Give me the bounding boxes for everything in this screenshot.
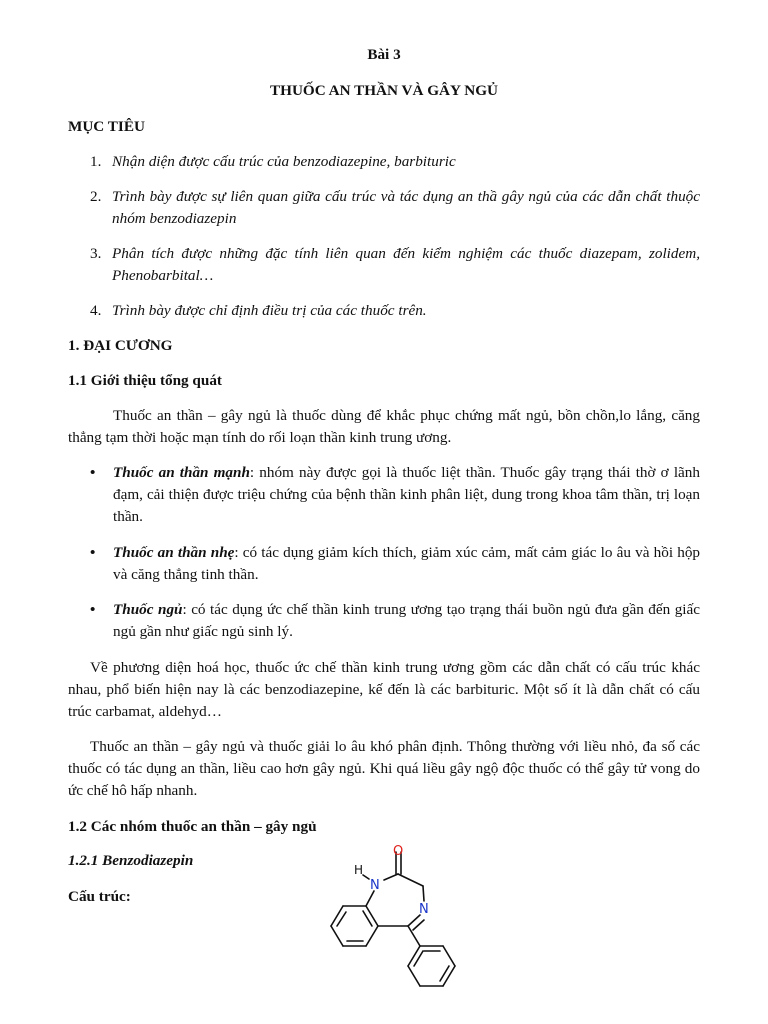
atom-nitrogen-4: N xyxy=(419,902,429,917)
bullet-icon: • xyxy=(90,601,96,618)
bullet-text xyxy=(113,599,700,643)
chemistry-paragraph: Về phương diện hoá học, thuốc ức chế thần kinh trung ương gồm các dẫn chất có cấu trúc khác nhau, phổ biến hiện nay là các benzodiazepine, kế đến là các barbituric. Một số ít là dẫn chất có cấu trúc carbamat, aldehyd… xyxy=(68,659,700,720)
bond xyxy=(384,874,398,880)
bond xyxy=(398,874,423,886)
objective-text: Phân tích được những đặc tính liên quan đến kiểm nghiệm các thuốc diazepam, zolidem, Phenobarbital… xyxy=(112,245,700,284)
bullet-text xyxy=(113,542,700,586)
bond xyxy=(366,906,378,926)
structure-label: Cấu trúc: xyxy=(68,888,131,905)
dosage-paragraph: Thuốc an thần – gây ngủ và thuốc giải lo âu khó phân định. Thông thường với liều nhỏ, đa số các thuốc có tác dụng an thần, liều cao hơn gây ngủ. Khi quá liều gây ngộ độc thuốc có thể gây tử vong do ức chế hô hấp nhanh. xyxy=(68,738,700,799)
bond xyxy=(363,875,369,879)
bond xyxy=(443,966,455,986)
objective-number: 1. xyxy=(90,153,102,170)
objective-item xyxy=(90,243,700,287)
objective-number: 2. xyxy=(90,188,102,205)
bullet-description: : có tác dụng ức chế thần kinh trung ương tạo trạng thái buồn ngủ đưa gần đến giấc ngủ gần như giấc ngủ sinh lý. xyxy=(113,601,700,640)
bullet-icon: • xyxy=(90,544,96,561)
atom-hydrogen: H xyxy=(354,863,364,877)
bond xyxy=(423,886,424,901)
bond xyxy=(366,926,378,946)
objective-number: 4. xyxy=(90,302,102,319)
bullet-item xyxy=(90,599,700,643)
bond xyxy=(413,920,424,930)
section-1-2-heading: 1.2 Các nhóm thuốc an thần – gây ngủ xyxy=(68,818,317,835)
bullet-description: : nhóm này được gọi là thuốc liệt thần. Thuốc gây trạng thái thờ ơ lãnh đạm, cải thiện được triệu chứng của bệnh thần kinh phân liệt, dung trong khoa tâm thần, trị loạn thần. xyxy=(113,464,700,525)
bond xyxy=(366,891,374,906)
bond xyxy=(331,926,343,946)
bond xyxy=(408,946,420,966)
bullet-term: Thuốc ngủ xyxy=(113,601,183,618)
bullet-term: Thuốc an thần mạnh xyxy=(113,464,250,481)
objective-item xyxy=(90,300,700,322)
molecule-bonds xyxy=(331,852,455,986)
bond xyxy=(331,906,343,926)
section-1-1-heading: 1.1 Giới thiệu tổng quát xyxy=(68,372,222,389)
page-title: THUỐC AN THẦN VÀ GÂY NGỦ xyxy=(270,82,498,99)
objective-item xyxy=(90,186,700,230)
intro-paragraph: Thuốc an thần – gây ngủ là thuốc dùng để khắc phục chứng mất ngủ, bồn chồn,lo lắng, căng thẳng tạm thời hoặc mạn tính do rối loạn thần kinh trung ương. xyxy=(68,407,700,446)
bullet-icon: • xyxy=(90,464,96,481)
bullet-text xyxy=(113,462,700,528)
bullet-description: : có tác dụng giảm kích thích, giảm xúc cảm, mất cảm giác lo âu và hồi hộp và căng thẳng tinh thần. xyxy=(113,544,701,583)
benzodiazepine-structure xyxy=(330,838,465,1000)
atom-oxygen: O xyxy=(393,844,404,859)
section-1-2-1-heading: 1.2.1 Benzodiazepin xyxy=(68,852,194,869)
bullet-item xyxy=(90,542,700,586)
objective-text: Trình bày được chỉ định điều trị của các thuốc trên. xyxy=(112,302,427,319)
objective-text: Nhận diện được cấu trúc của benzodiazepine, barbituric xyxy=(112,153,456,170)
objective-number: 3. xyxy=(90,245,102,262)
objectives-heading: MỤC TIÊU xyxy=(68,118,145,135)
bullet-item xyxy=(90,462,700,528)
section-1-heading: 1. ĐẠI CƯƠNG xyxy=(68,337,173,354)
objective-text: Trình bày được sự liên quan giữa cấu trúc và tác dụng an thầ gây ngủ của các dẫn chất thuộc nhóm benzodiazepin xyxy=(112,188,700,227)
bond xyxy=(443,946,455,966)
atom-nitrogen-1: N xyxy=(370,878,380,893)
lesson-number: Bài 3 xyxy=(367,46,401,63)
bond xyxy=(408,966,420,986)
objective-item xyxy=(90,151,700,173)
bullet-term: Thuốc an thần nhẹ xyxy=(113,544,235,561)
